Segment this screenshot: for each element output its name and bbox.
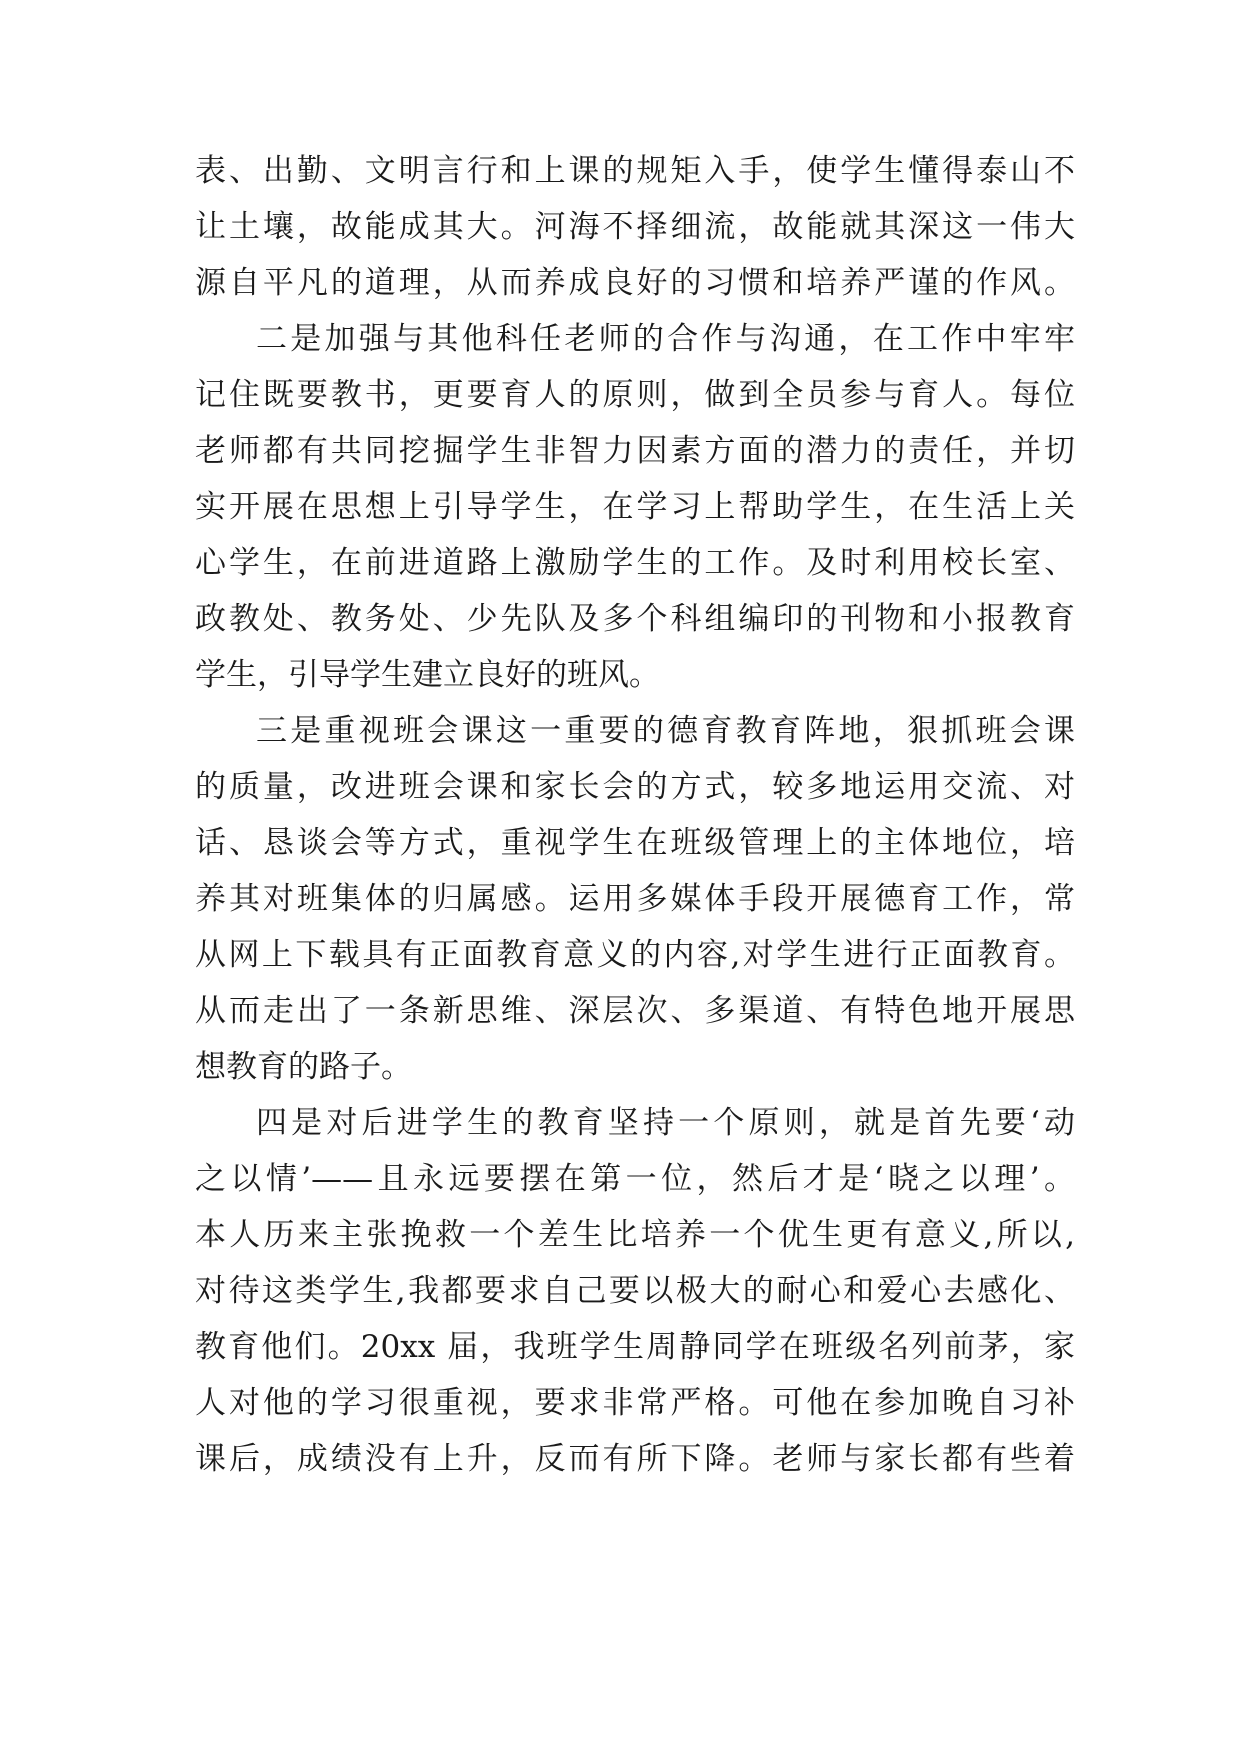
text-line: 课后，成绩没有上升，反而有所下降。老师与家长都有些着	[195, 1441, 1075, 1477]
text-line: 记住既要教书，更要育人的原则，做到全员参与育人。每位	[195, 377, 1075, 413]
text-line: 老师都有共同挖掘学生非智力因素方面的潜力的责任，并切	[195, 433, 1075, 469]
text-line: 从而走出了一条新思维、深层次、多渠道、有特色地开展思	[195, 993, 1075, 1029]
text-line: 的质量，改进班会课和家长会的方式，较多地运用交流、对	[195, 769, 1075, 805]
paragraph-last-line: 想教育的路子。	[195, 1049, 412, 1085]
text-line: 让土壤，故能成其大。河海不择细流，故能就其深这一伟大	[195, 209, 1075, 245]
text-line: 人对他的学习很重视，要求非常严格。可他在参加晚自习补	[195, 1385, 1075, 1421]
text-line: 心学生，在前进道路上激励学生的工作。及时利用校长室、	[195, 545, 1075, 581]
text-line: 话、恳谈会等方式，重视学生在班级管理上的主体地位，培	[195, 825, 1075, 861]
text-line: 对待这类学生,我都要求自己要以极大的耐心和爱心去感化、	[195, 1273, 1075, 1309]
text-line: 从网上下载具有正面教育意义的内容,对学生进行正面教育。	[195, 937, 1075, 973]
text-line: 表、出勤、文明言行和上课的规矩入手，使学生懂得泰山不	[195, 153, 1075, 189]
paragraph-first-line: 三是重视班会课这一重要的德育教育阵地，狠抓班会课	[256, 713, 1075, 749]
text-line: 实开展在思想上引导学生，在学习上帮助学生，在生活上关	[195, 489, 1075, 525]
text-line: 养其对班集体的归属感。运用多媒体手段开展德育工作，常	[195, 881, 1075, 917]
text-line: 教育他们。20xx 届，我班学生周静同学在班级名列前茅，家	[195, 1329, 1075, 1365]
text-line: 之以情’——且永远要摆在第一位，然后才是‘晓之以理’。	[195, 1161, 1075, 1197]
text-line: 本人历来主张挽救一个差生比培养一个优生更有意义,所以,	[195, 1217, 1075, 1253]
paragraph-last-line: 学生，引导学生建立良好的班风。	[195, 657, 660, 693]
text-line: 源自平凡的道理，从而养成良好的习惯和培养严谨的作风。	[195, 265, 1075, 301]
paragraph-first-line: 四是对后进学生的教育坚持一个原则，就是首先要‘动	[256, 1105, 1075, 1141]
paragraph-first-line: 二是加强与其他科任老师的合作与沟通，在工作中牢牢	[256, 321, 1075, 357]
text-line: 政教处、教务处、少先队及多个科组编印的刊物和小报教育	[195, 601, 1075, 637]
